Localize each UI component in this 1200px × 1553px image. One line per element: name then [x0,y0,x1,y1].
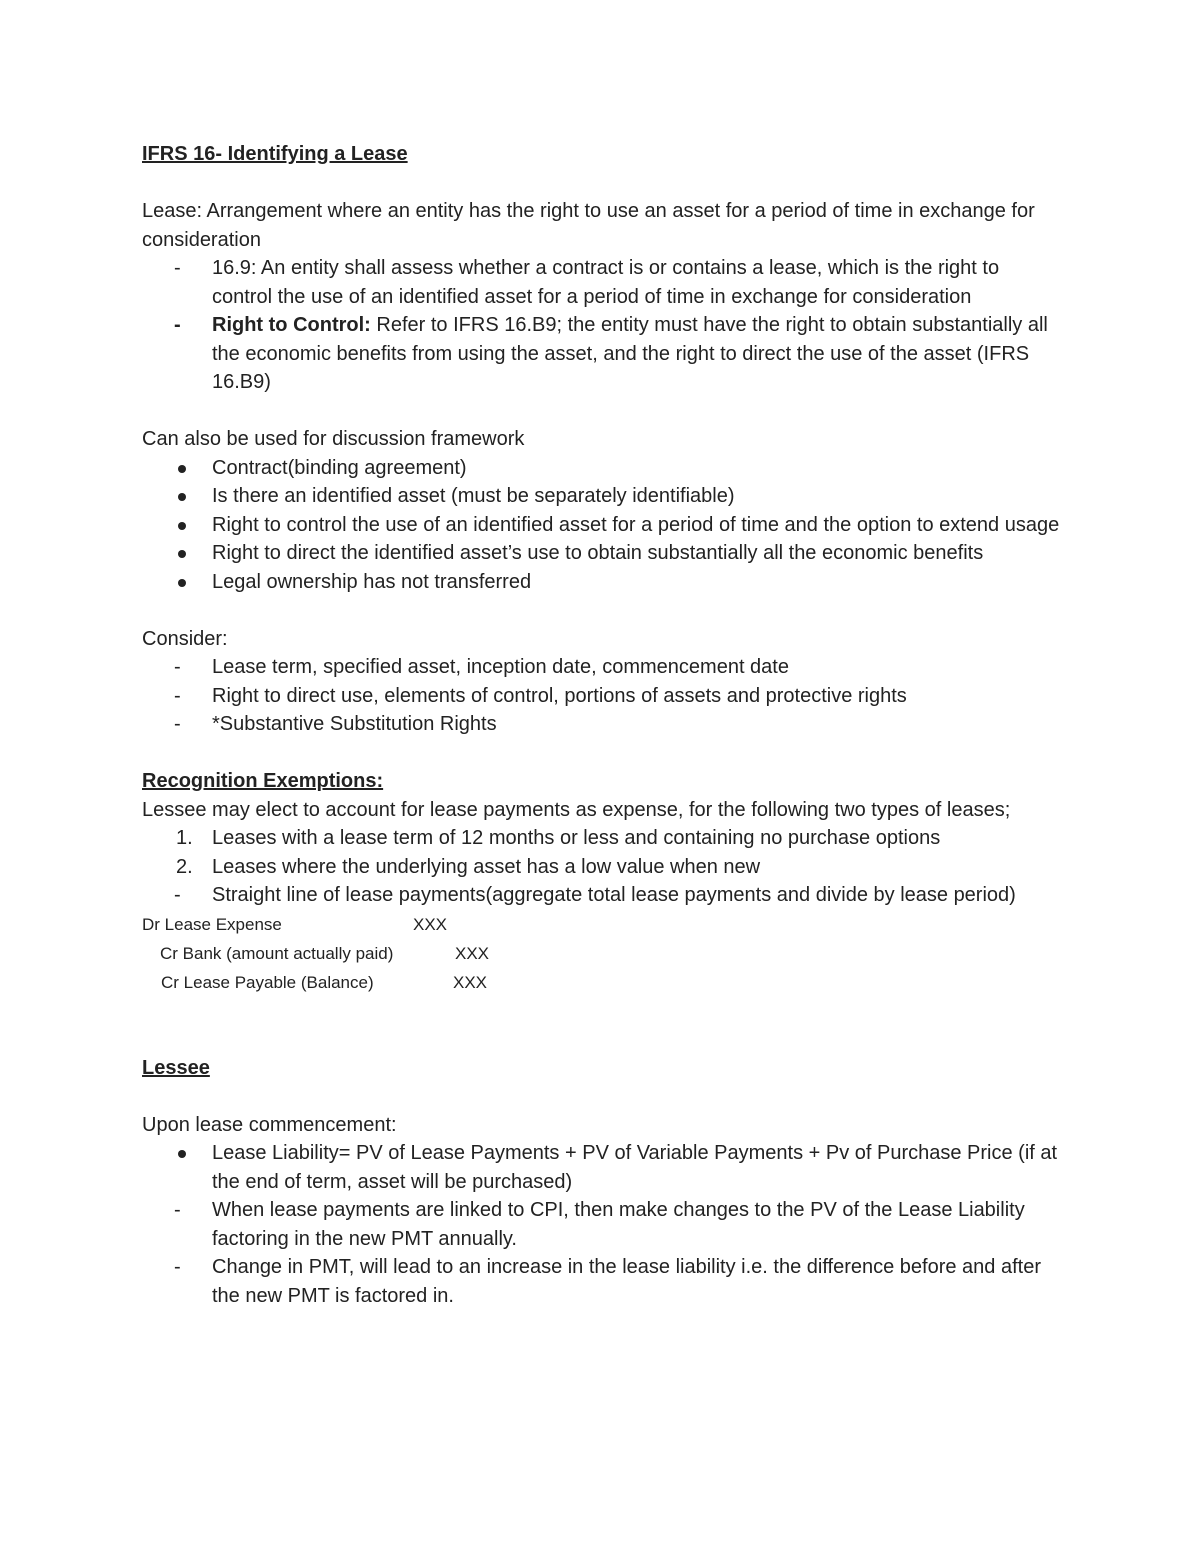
journal-amount: XXX [413,914,448,934]
bullet-icon [178,1150,186,1158]
dash-marker: - [174,314,181,336]
list-item-text: Right to direct use, elements of control, portions of assets and protective rights [212,684,907,707]
dash-marker: - [174,1199,181,1221]
dash-marker: - [174,684,181,707]
list-item-text: Change in PMT, will lead to an increase in the lease liability i.e. the difference before and after the new PMT is factored in. [212,1256,1042,1307]
number-marker: 2. [176,855,193,878]
list-item [142,482,1062,511]
list-item-text: Refer to IFRS 16.B9; the entity must have the right to obtain substantially all the economic benefits from using the asset, and the right to direct the use of the asset (IFRS 16.B9) [212,314,1048,393]
journal-account: Dr Lease Expense [142,914,282,934]
dash-marker: - [174,257,181,279]
list-item-text: 16.9: An entity shall assess whether a contract is or contains a lease, which is the right to control the use of an identified asset for a period of time in exchange for consideration [212,257,1000,308]
list-item-text: Contract(binding agreement) [212,456,467,479]
list-item [142,853,1062,882]
journal-row [142,968,742,997]
list-item-text: Lease Liability= PV of Lease Payments + PV of Variable Payments + Pv of Purchase Price (if at the end of term, asset will be purchased) [212,1142,1058,1193]
list-item [142,568,1062,597]
list-item [142,454,1062,483]
journal-row [142,939,742,968]
bullet-icon [178,579,186,587]
list-item-text: Lease term, specified asset, inception date, commencement date [212,656,789,678]
list-item-text: Legal ownership has not transferred [212,570,532,593]
dash-marker: - [174,656,181,678]
list-item-text: Leases where the underlying asset has a low value when new [212,855,761,878]
recognition-heading: Recognition Exemptions: [142,770,384,792]
list-item-text: Leases with a lease term of 12 months or less and containing no purchase options [212,827,941,849]
list-item [142,539,1062,568]
dash-marker: - [174,1256,181,1278]
list-item-text: Right to control the use of an identified asset for a period of time and the option to extend usage [212,513,1060,536]
bullet-icon [178,493,186,501]
journal-amount: XXX [453,972,488,992]
framework-list [142,454,1062,597]
consider-list [142,653,1062,739]
list-item [142,1139,1062,1196]
bullet-icon [178,522,186,530]
journal-amount: XXX [455,943,490,963]
list-item-text: When lease payments are linked to CPI, then make changes to the PV of the Lease Liability factoring in the new PMT annually. [212,1199,1025,1250]
lessee-intro: Upon lease commencement: [142,1113,397,1136]
list-item-text: Right to direct the identified asset’s use to obtain substantially all the economic benefits [212,542,984,564]
framework-intro: Can also be used for discussion framework [142,428,525,450]
list-item-text: Straight line of lease payments(aggregate total lease payments and divide by lease period) [212,884,1016,906]
journal-row [142,910,742,939]
list-item [142,511,1062,540]
recognition-intro: Lessee may elect to account for lease payments as expense, for the following two types of leases; [142,798,1011,821]
number-marker: 1. [176,827,193,849]
list-item [142,653,1062,682]
recognition-list [142,824,1062,910]
list-item [142,881,1062,910]
bullet-icon [178,550,186,558]
list-item-text: Is there an identified asset (must be separately identifiable) [212,485,735,507]
list-item [142,311,1062,397]
lessee-heading: Lessee [142,1056,210,1079]
list-item [142,1253,1062,1310]
document-content [142,140,1062,1310]
list-item [142,682,1062,711]
page-title: IFRS 16- Identifying a Lease [142,143,408,165]
consider-intro: Consider: [142,627,228,650]
list-item-text: *Substantive Substitution Rights [212,713,497,735]
dash-marker: - [174,713,181,735]
list-item [142,710,1062,739]
list-item [142,1196,1062,1253]
lease-definition: Lease: Arrangement where an entity has the right to use an asset for a period of time in exchange for consideration [142,200,1035,251]
right-to-control-label: Right to Control: [212,314,371,336]
journal-entry [142,910,1062,997]
list-item [142,254,1062,311]
list-item [142,824,1062,853]
journal-account: Cr Lease Payable (Balance) [161,972,374,992]
journal-account: Cr Bank (amount actually paid) [160,943,394,963]
lessee-list [142,1139,1062,1310]
bullet-icon [178,465,186,473]
lease-points-list [142,254,1062,397]
dash-marker: - [174,884,181,906]
